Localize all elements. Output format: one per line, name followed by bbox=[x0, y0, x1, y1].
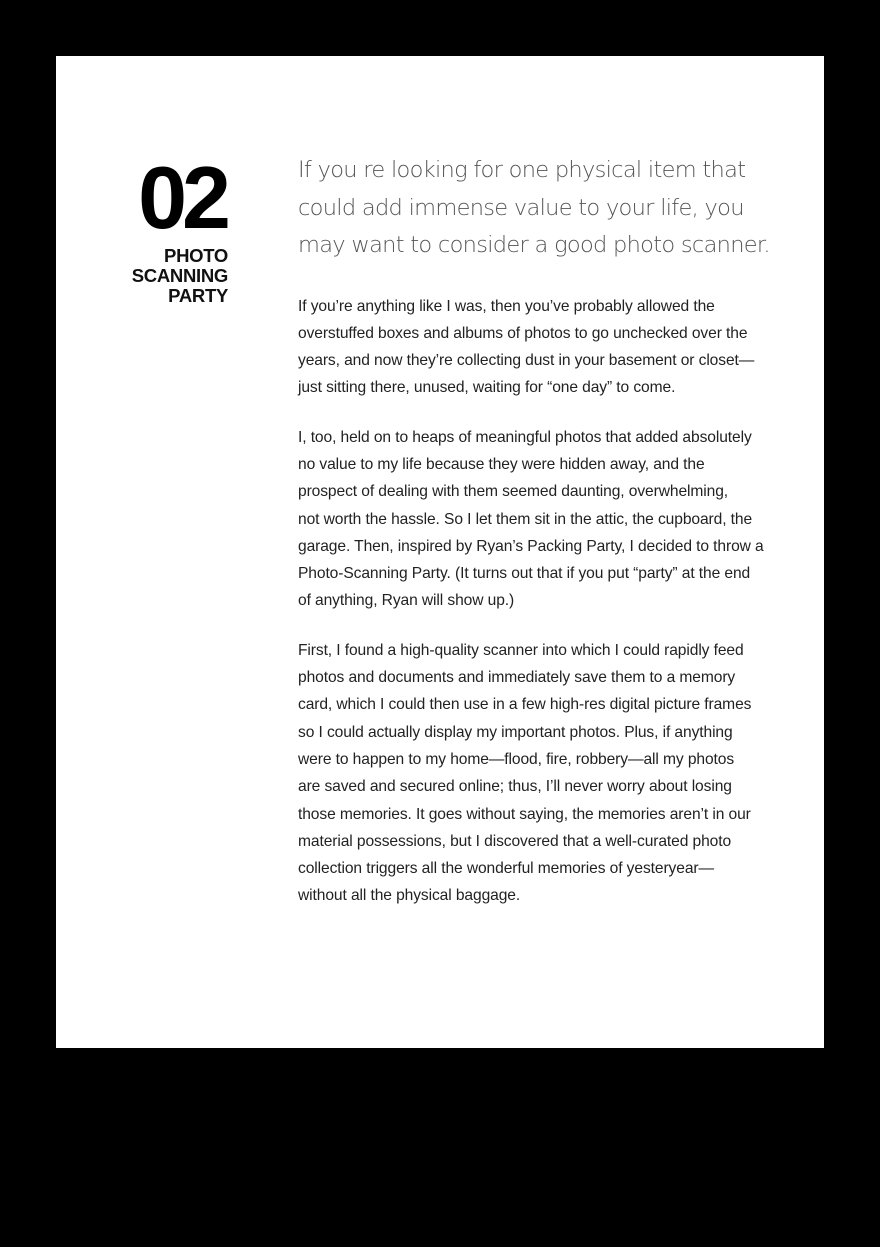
text-line: I, too, held on to heaps of meaningful photos that added absolutely bbox=[298, 428, 752, 446]
text-line: of anything, Ryan will show up.) bbox=[298, 592, 515, 610]
chapter-title-line: PARTY bbox=[168, 285, 228, 306]
text-line: were to happen to my home—flood, fire, robbery—all my photos bbox=[298, 750, 735, 768]
text-line: First, I found a high-quality scanner into which I could rapidly feed bbox=[298, 641, 744, 659]
chapter-title bbox=[28, 246, 228, 306]
text-line: so I could actually display my important photos. Plus, if anything bbox=[298, 723, 733, 741]
text-line: prospect of dealing with them seemed daunting, overwhelming, bbox=[298, 483, 729, 501]
text-line: overstuffed boxes and albums of photos to go unchecked over the bbox=[298, 324, 748, 342]
chapter-title-line: SCANNING bbox=[131, 265, 228, 286]
body-paragraph-2 bbox=[298, 424, 768, 615]
intro-line: If you re looking for one physical item that bbox=[298, 157, 746, 183]
text-line: collection triggers all the wonderful memories of yesteryear— bbox=[298, 860, 714, 878]
text-line: not worth the hassle. So I let them sit in the attic, the cupboard, the bbox=[298, 510, 753, 528]
text-line: those memories. It goes without saying, the memories aren’t in our bbox=[298, 805, 751, 823]
intro-line: may want to consider a good photo scanner. bbox=[298, 232, 770, 258]
text-line: garage. Then, inspired by Ryan’s Packing Party, I decided to throw a bbox=[298, 537, 764, 555]
text-line: just sitting there, unused, waiting for “one day” to come. bbox=[298, 379, 676, 397]
chapter-heading bbox=[28, 148, 228, 306]
text-line: material possessions, but I discovered that a well-curated photo bbox=[298, 832, 732, 850]
text-line: photos and documents and immediately save them to a memory bbox=[298, 669, 736, 687]
body-paragraph-1 bbox=[298, 293, 768, 402]
chapter-number: 02 bbox=[138, 148, 226, 247]
chapter-content bbox=[298, 152, 768, 932]
text-line: no value to my life because they were hidden away, and the bbox=[298, 455, 705, 473]
text-line: Photo-Scanning Party. (It turns out that if you put “party” at the end bbox=[298, 565, 751, 583]
text-line: If you’re anything like I was, then you’ve probably allowed the bbox=[298, 297, 715, 315]
text-line: without all the physical baggage. bbox=[298, 887, 521, 905]
text-line: are saved and secured online; thus, I’ll never worry about losing bbox=[298, 778, 732, 796]
intro-lead-text bbox=[298, 152, 770, 265]
body-paragraph-3 bbox=[298, 637, 768, 910]
chapter-title-line: PHOTO bbox=[164, 245, 228, 266]
intro-line: could add immense value to your life, you bbox=[298, 194, 744, 221]
text-line: years, and now they’re collecting dust in your basement or closet— bbox=[298, 352, 755, 370]
document-page bbox=[56, 56, 824, 1048]
text-line: card, which I could then use in a few high-res digital picture frames bbox=[298, 696, 752, 714]
